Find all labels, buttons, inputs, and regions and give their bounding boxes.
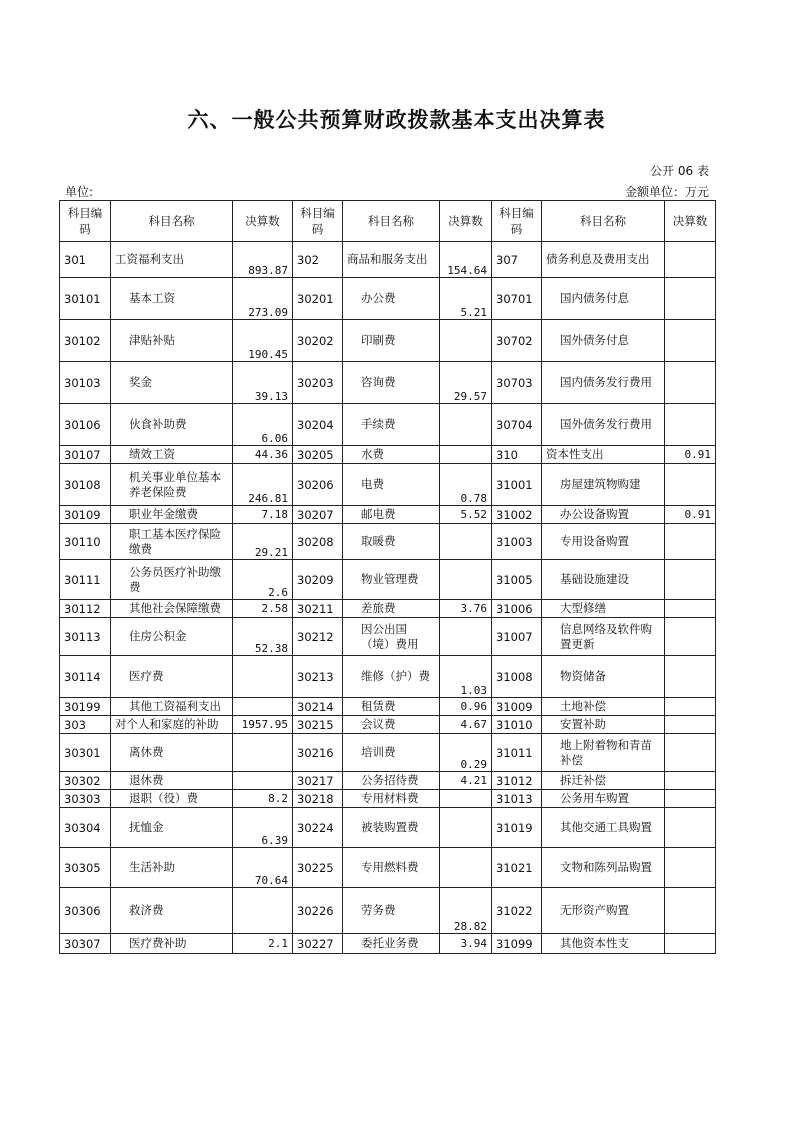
table-row	[60, 446, 716, 464]
final-amount	[665, 320, 716, 362]
subject-name: 差旅费	[343, 600, 440, 618]
subject-code: 30112	[60, 600, 111, 618]
subject-code: 30203	[293, 362, 343, 404]
final-amount: 29.21	[233, 524, 293, 560]
subject-name: 住房公积金	[111, 618, 233, 656]
subject-name: 专用燃料费	[343, 848, 440, 888]
subject-code: 30306	[60, 888, 111, 934]
final-amount: 246.81	[233, 464, 293, 506]
subject-name: 邮电费	[343, 506, 440, 524]
subject-code: 30206	[293, 464, 343, 506]
subject-code: 30201	[293, 278, 343, 320]
subject-name: 资本性支出	[542, 446, 665, 464]
final-amount	[665, 242, 716, 278]
subject-name: 国外债务付息	[542, 320, 665, 362]
page-title: 六、一般公共预算财政拨款基本支出决算表	[187, 107, 606, 132]
subject-name: 被装购置费	[343, 808, 440, 848]
subject-name: 维修（护）费	[343, 656, 440, 698]
subject-name: 专用设备购置	[542, 524, 665, 560]
subject-code: 30207	[293, 506, 343, 524]
subject-code: 30110	[60, 524, 111, 560]
final-amount: 273.09	[233, 278, 293, 320]
subject-name: 信息网络及软件购置更新	[542, 618, 665, 656]
final-amount: 39.13	[233, 362, 293, 404]
subject-code: 31002	[492, 506, 542, 524]
subject-code: 30217	[293, 772, 343, 790]
subject-name: 咨询费	[343, 362, 440, 404]
subject-name: 劳务费	[343, 888, 440, 934]
subject-code: 31011	[492, 734, 542, 772]
subject-name: 文物和陈列品购置	[542, 848, 665, 888]
subject-code: 30103	[60, 362, 111, 404]
final-amount	[440, 524, 492, 560]
subject-code: 310	[492, 446, 542, 464]
subject-code: 31013	[492, 790, 542, 808]
final-amount: 5.52	[440, 506, 492, 524]
subject-name: 机关事业单位基本养老保险费	[111, 464, 233, 506]
subject-name: 房屋建筑物购建	[542, 464, 665, 506]
final-amount: 0.29	[440, 734, 492, 772]
subject-code: 30214	[293, 698, 343, 716]
final-amount	[665, 618, 716, 656]
amount-unit-label: 金额单位：万元	[624, 185, 709, 199]
final-amount: 6.06	[233, 404, 293, 446]
subject-code: 30226	[293, 888, 343, 934]
subject-name: 水费	[343, 446, 440, 464]
final-amount	[665, 560, 716, 600]
subject-name: 退职（役）费	[111, 790, 233, 808]
final-amount: 0.78	[440, 464, 492, 506]
subject-name: 租赁费	[343, 698, 440, 716]
final-amount: 52.38	[233, 618, 293, 656]
subject-name: 对个人和家庭的补助	[111, 716, 233, 734]
final-amount	[665, 888, 716, 934]
subject-code: 30106	[60, 404, 111, 446]
table-row	[60, 242, 716, 278]
subject-code: 31005	[492, 560, 542, 600]
final-amount	[440, 790, 492, 808]
subject-code: 30213	[293, 656, 343, 698]
subject-name: 津贴补贴	[111, 320, 233, 362]
header-name-3: 科目名称	[542, 201, 665, 242]
subject-name: 拆迁补偿	[542, 772, 665, 790]
subject-code: 31019	[492, 808, 542, 848]
subject-name: 伙食补助费	[111, 404, 233, 446]
final-amount	[233, 888, 293, 934]
subject-name: 国外债务发行费用	[542, 404, 665, 446]
final-amount	[233, 734, 293, 772]
subject-name: 委托业务费	[343, 934, 440, 954]
final-amount: 190.45	[233, 320, 293, 362]
subject-name: 国内债务付息	[542, 278, 665, 320]
subject-name: 无形资产购置	[542, 888, 665, 934]
table-row	[60, 362, 716, 404]
table-row	[60, 618, 716, 656]
final-amount	[665, 404, 716, 446]
final-amount	[233, 698, 293, 716]
table-row	[60, 772, 716, 790]
subject-code: 30224	[293, 808, 343, 848]
subject-code: 302	[293, 242, 343, 278]
final-amount	[440, 848, 492, 888]
subject-code: 30216	[293, 734, 343, 772]
subject-code: 31021	[492, 848, 542, 888]
subject-name: 安置补助	[542, 716, 665, 734]
final-amount	[665, 362, 716, 404]
final-amount	[665, 734, 716, 772]
subject-name: 公务员医疗补助缴费	[111, 560, 233, 600]
final-amount: 4.21	[440, 772, 492, 790]
subject-name: 抚恤金	[111, 808, 233, 848]
subject-code: 31006	[492, 600, 542, 618]
subject-code: 30227	[293, 934, 343, 954]
subject-code: 30108	[60, 464, 111, 506]
header-row	[60, 201, 716, 242]
subject-code: 31003	[492, 524, 542, 560]
subject-code: 307	[492, 242, 542, 278]
subject-name: 其他交通工具购置	[542, 808, 665, 848]
subject-name: 医疗费	[111, 656, 233, 698]
final-amount: 2.58	[233, 600, 293, 618]
subject-name: 债务利息及费用支出	[542, 242, 665, 278]
subject-name: 其他工资福利支出	[111, 698, 233, 716]
final-amount	[440, 560, 492, 600]
subject-name: 物资储备	[542, 656, 665, 698]
final-amount: 893.87	[233, 242, 293, 278]
subject-code: 30113	[60, 618, 111, 656]
final-amount	[665, 848, 716, 888]
final-amount	[665, 600, 716, 618]
final-amount: 3.94	[440, 934, 492, 954]
header-amount-2: 决算数	[440, 201, 492, 242]
final-amount: 44.36	[233, 446, 293, 464]
subject-name: 生活补助	[111, 848, 233, 888]
subject-name: 商品和服务支出	[343, 242, 440, 278]
subject-code: 31009	[492, 698, 542, 716]
subject-name: 绩效工资	[111, 446, 233, 464]
subject-name: 基本工资	[111, 278, 233, 320]
subject-code: 31010	[492, 716, 542, 734]
subject-code: 30111	[60, 560, 111, 600]
final-amount: 0.91	[665, 446, 716, 464]
table-row	[60, 506, 716, 524]
final-amount: 4.67	[440, 716, 492, 734]
final-amount: 1957.95	[233, 716, 293, 734]
table-row	[60, 278, 716, 320]
subject-name: 手续费	[343, 404, 440, 446]
final-amount: 5.21	[440, 278, 492, 320]
table-row	[60, 464, 716, 506]
subject-name: 取暖费	[343, 524, 440, 560]
subject-code: 30218	[293, 790, 343, 808]
unit-label: 单位:	[65, 185, 94, 199]
subject-name: 医疗费补助	[111, 934, 233, 954]
final-amount: 6.39	[233, 808, 293, 848]
final-amount: 3.76	[440, 600, 492, 618]
subject-code: 30225	[293, 848, 343, 888]
final-amount	[665, 772, 716, 790]
final-amount: 0.91	[665, 506, 716, 524]
subject-name: 物业管理费	[343, 560, 440, 600]
table-row	[60, 790, 716, 808]
subject-name: 培训费	[343, 734, 440, 772]
subject-name: 土地补偿	[542, 698, 665, 716]
final-amount	[440, 808, 492, 848]
final-amount	[665, 716, 716, 734]
table-row	[60, 600, 716, 618]
table-row	[60, 524, 716, 560]
table-row	[60, 848, 716, 888]
subject-code: 30209	[293, 560, 343, 600]
subject-code: 30303	[60, 790, 111, 808]
final-amount	[665, 698, 716, 716]
subject-name: 职业年金缴费	[111, 506, 233, 524]
table-row	[60, 888, 716, 934]
final-amount	[665, 790, 716, 808]
subject-code: 30208	[293, 524, 343, 560]
subject-name: 印刷费	[343, 320, 440, 362]
final-amount: 2.1	[233, 934, 293, 954]
subject-code: 30302	[60, 772, 111, 790]
subject-code: 30301	[60, 734, 111, 772]
subject-name: 职工基本医疗保险缴费	[111, 524, 233, 560]
form-number: 公开 06 表	[650, 164, 709, 178]
subject-code: 30204	[293, 404, 343, 446]
subject-name: 公务用车购置	[542, 790, 665, 808]
subject-name: 工资福利支出	[111, 242, 233, 278]
subject-name: 救济费	[111, 888, 233, 934]
subject-code: 30307	[60, 934, 111, 954]
subject-code: 30205	[293, 446, 343, 464]
subject-code: 30202	[293, 320, 343, 362]
subject-code: 31008	[492, 656, 542, 698]
final-amount	[440, 320, 492, 362]
table-row	[60, 560, 716, 600]
header-code-2: 科目编码	[293, 201, 343, 242]
subject-code: 30211	[293, 600, 343, 618]
subject-name: 会议费	[343, 716, 440, 734]
subject-name: 专用材料费	[343, 790, 440, 808]
table-row	[60, 698, 716, 716]
table-row	[60, 404, 716, 446]
subject-code: 30109	[60, 506, 111, 524]
table-row	[60, 934, 716, 954]
subject-code: 301	[60, 242, 111, 278]
subject-name: 国内债务发行费用	[542, 362, 665, 404]
final-amount	[233, 772, 293, 790]
header-name-2: 科目名称	[343, 201, 440, 242]
header-code-3: 科目编码	[492, 201, 542, 242]
subject-code: 30102	[60, 320, 111, 362]
final-amount	[665, 934, 716, 954]
subject-name: 退休费	[111, 772, 233, 790]
final-amount	[665, 808, 716, 848]
subject-name: 公务招待费	[343, 772, 440, 790]
subject-name: 地上附着物和青苗补偿	[542, 734, 665, 772]
subject-name: 奖金	[111, 362, 233, 404]
subject-code: 30701	[492, 278, 542, 320]
final-amount: 29.57	[440, 362, 492, 404]
subject-code: 30114	[60, 656, 111, 698]
subject-code: 31001	[492, 464, 542, 506]
subject-code: 30704	[492, 404, 542, 446]
final-amount: 28.82	[440, 888, 492, 934]
subject-code: 30703	[492, 362, 542, 404]
subject-code: 30107	[60, 446, 111, 464]
final-amount	[233, 656, 293, 698]
final-amount: 7.18	[233, 506, 293, 524]
subject-code: 30212	[293, 618, 343, 656]
subject-code: 30199	[60, 698, 111, 716]
subject-code: 31099	[492, 934, 542, 954]
subject-code: 30702	[492, 320, 542, 362]
subject-code: 31022	[492, 888, 542, 934]
final-amount	[440, 618, 492, 656]
header-amount-3: 决算数	[665, 201, 716, 242]
table-row	[60, 656, 716, 698]
subject-name: 办公设备购置	[542, 506, 665, 524]
final-amount	[440, 446, 492, 464]
final-amount	[665, 278, 716, 320]
final-amount: 154.64	[440, 242, 492, 278]
subject-name: 基础设施建设	[542, 560, 665, 600]
final-amount	[440, 404, 492, 446]
table-row	[60, 734, 716, 772]
subject-code: 30305	[60, 848, 111, 888]
table-row	[60, 808, 716, 848]
final-amount: 1.03	[440, 656, 492, 698]
subject-code: 31007	[492, 618, 542, 656]
table-row	[60, 320, 716, 362]
subject-name: 其他资本性支	[542, 934, 665, 954]
subject-name: 办公费	[343, 278, 440, 320]
final-amount: 0.96	[440, 698, 492, 716]
subject-name: 因公出国（境）费用	[343, 618, 440, 656]
table-row	[60, 716, 716, 734]
subject-code: 30215	[293, 716, 343, 734]
final-amount	[665, 524, 716, 560]
subject-name: 电费	[343, 464, 440, 506]
subject-code: 30304	[60, 808, 111, 848]
final-amount	[665, 656, 716, 698]
table-body	[60, 242, 716, 954]
subject-code: 30101	[60, 278, 111, 320]
final-amount: 8.2	[233, 790, 293, 808]
final-amount: 70.64	[233, 848, 293, 888]
header-code-1: 科目编码	[60, 201, 111, 242]
subject-code: 31012	[492, 772, 542, 790]
expenditure-table	[59, 200, 716, 954]
header-amount-1: 决算数	[233, 201, 293, 242]
header-name-1: 科目名称	[111, 201, 233, 242]
subject-name: 离休费	[111, 734, 233, 772]
subject-name: 其他社会保障缴费	[111, 600, 233, 618]
subject-code: 303	[60, 716, 111, 734]
final-amount: 2.6	[233, 560, 293, 600]
final-amount	[665, 464, 716, 506]
subject-name: 大型修缮	[542, 600, 665, 618]
